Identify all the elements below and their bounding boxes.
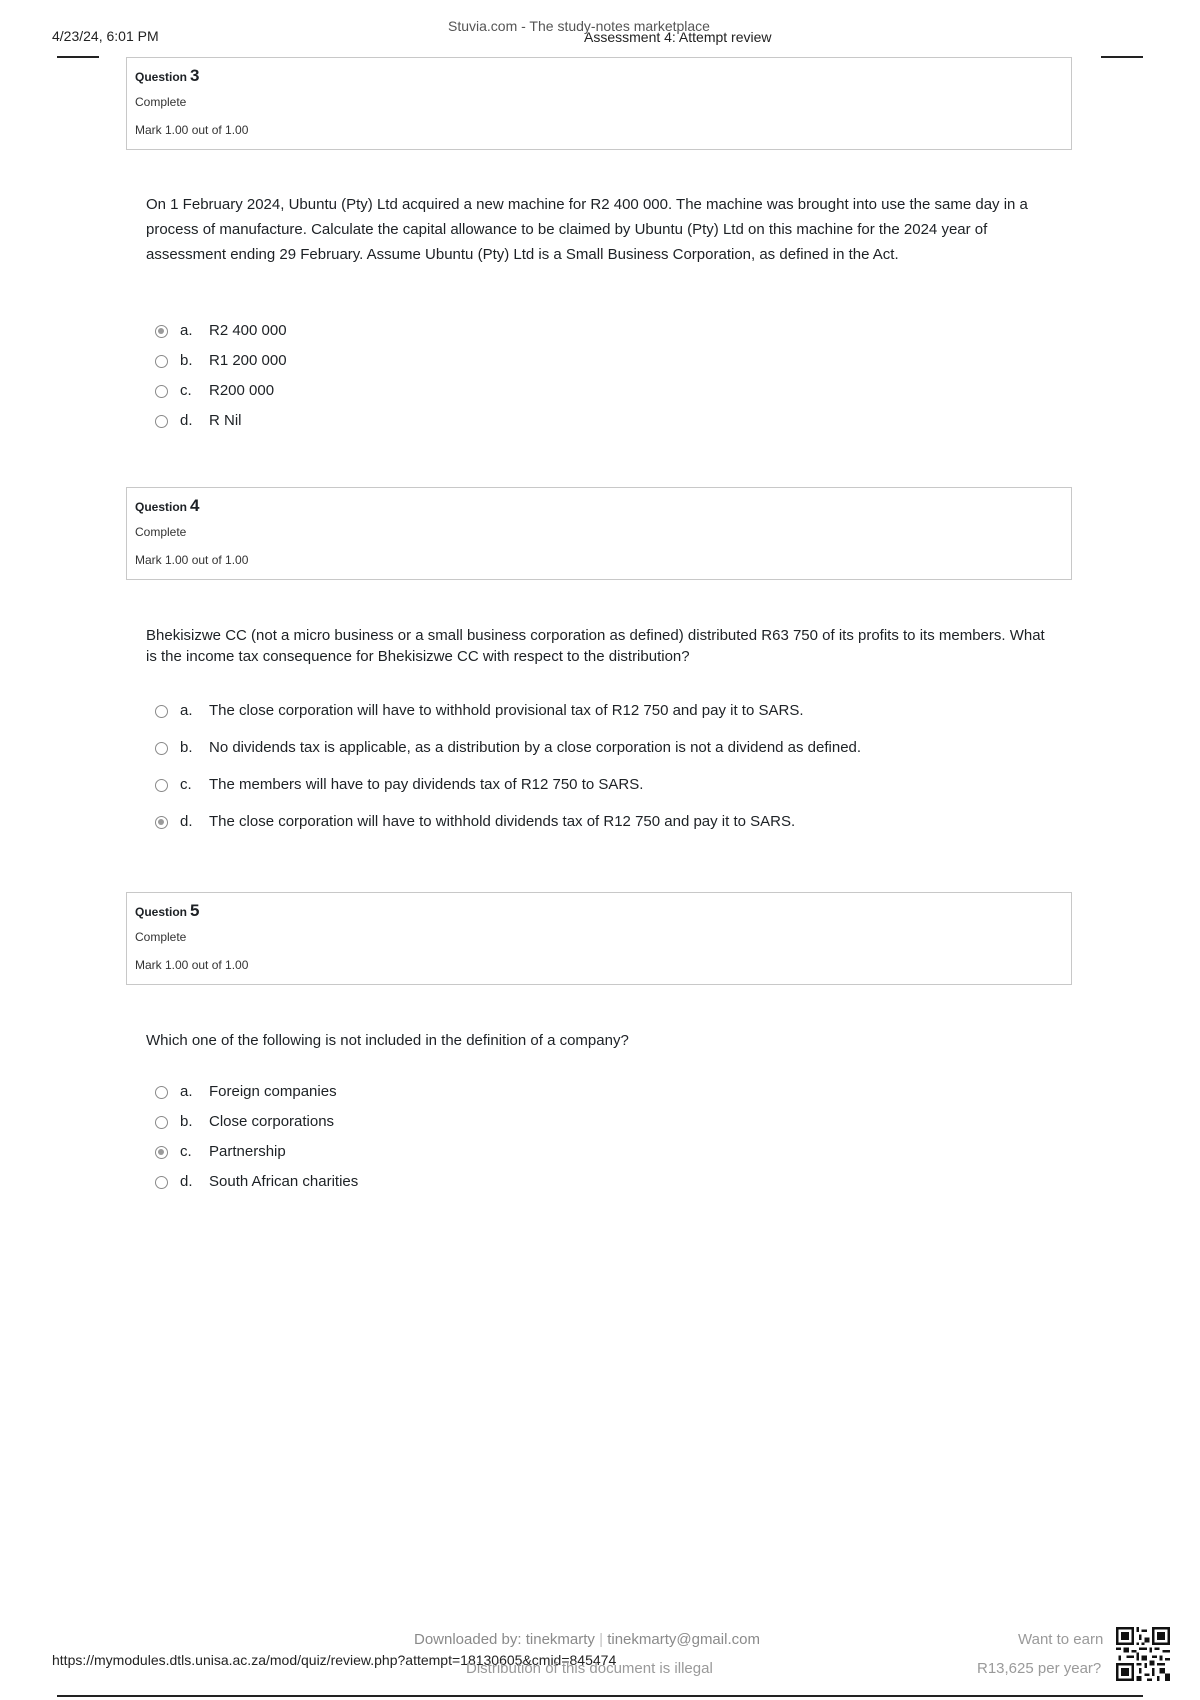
- downloader-email: tinekmarty@gmail.com: [607, 1631, 760, 1648]
- answer-text: No dividends tax is applicable, as a distribution by a close corporation is not a dividend as defined.: [209, 739, 862, 756]
- answer-letter: c.: [180, 1143, 192, 1160]
- answer-letter: d.: [180, 1173, 193, 1190]
- answer-option-a[interactable]: [155, 698, 1035, 735]
- answer-option-c[interactable]: [155, 378, 1035, 408]
- question-state: Complete: [135, 525, 187, 539]
- question-4-answers: [155, 698, 1035, 846]
- print-date: 4/23/24, 6:01 PM: [52, 28, 159, 44]
- answer-letter: a.: [180, 322, 193, 339]
- radio-button-icon[interactable]: [155, 1176, 168, 1189]
- answer-letter: c.: [180, 776, 192, 793]
- header-rule-right: [1101, 56, 1143, 58]
- answer-option-d[interactable]: [155, 408, 1035, 438]
- answer-text: R Nil: [209, 412, 242, 429]
- answer-text: Close corporations: [209, 1113, 335, 1130]
- answer-text: The members will have to pay dividends tax of R12 750 to SARS.: [209, 776, 644, 793]
- answer-option-a[interactable]: [155, 1079, 1035, 1109]
- answer-text: Partnership: [209, 1143, 286, 1160]
- question-label: Question: [135, 500, 188, 514]
- answer-text: R2 400 000: [209, 322, 287, 339]
- answer-option-b[interactable]: [155, 348, 1035, 378]
- question-4-text: Bhekisizwe CC (not a micro business or a small business corporation as defined) distributed R63 750 of its profits to its members. What is the income tax consequence for Bhekisizwe CC with respect to the distribution?: [146, 627, 1045, 665]
- radio-button-icon[interactable]: [155, 705, 168, 718]
- answer-letter: d.: [180, 412, 193, 429]
- qr-code-icon[interactable]: [1116, 1627, 1170, 1681]
- answer-letter: c.: [180, 382, 192, 399]
- question-label: Question: [135, 905, 188, 919]
- question-heading: [135, 496, 199, 516]
- radio-button-icon[interactable]: [155, 355, 168, 368]
- watermark-text: Stuvia.com - The study-notes marketplace: [448, 18, 710, 34]
- answer-option-b[interactable]: [155, 1109, 1035, 1139]
- question-state: Complete: [135, 930, 187, 944]
- answer-text: R200 000: [209, 382, 275, 399]
- answer-option-b[interactable]: [155, 735, 1035, 772]
- answer-text: The close corporation will have to withhold provisional tax of R12 750 and pay it to SARS.: [209, 702, 804, 719]
- question-5-text: Which one of the following is not included in the definition of a company?: [146, 1032, 629, 1049]
- question-number: 5: [190, 901, 200, 920]
- answer-letter: d.: [180, 813, 193, 830]
- question-grade: Mark 1.00 out of 1.00: [135, 553, 249, 567]
- question-grade: Mark 1.00 out of 1.00: [135, 123, 249, 137]
- header-rule-left: [57, 56, 99, 58]
- answer-letter: b.: [180, 352, 193, 369]
- question-state: Complete: [135, 95, 187, 109]
- answer-option-c[interactable]: [155, 1139, 1035, 1169]
- radio-button-icon[interactable]: [155, 385, 168, 398]
- radio-button-icon[interactable]: [155, 415, 168, 428]
- radio-button-icon[interactable]: [155, 816, 168, 829]
- answer-letter: b.: [180, 1113, 193, 1130]
- question-5-answers: [155, 1079, 1035, 1199]
- radio-button-icon[interactable]: [155, 325, 168, 338]
- answer-option-d[interactable]: [155, 809, 1035, 846]
- promo-line-1[interactable]: Want to earn: [1018, 1631, 1104, 1648]
- question-3-info: [126, 57, 1072, 150]
- answer-letter: a.: [180, 702, 193, 719]
- question-3-text: On 1 February 2024, Ubuntu (Pty) Ltd acquired a new machine for R2 400 000. The machine was brought into use the same day in a process of manufacture. Calculate the capital allowance to be claimed by Ubuntu (Pty) Ltd on this machine for the 2024 year of assessment ending 29 February. Assume Ubuntu (Pty) Ltd is a Small Business Corporation, as defined in the Act.: [146, 196, 1028, 263]
- radio-button-icon[interactable]: [155, 742, 168, 755]
- footer-separator: |: [599, 1631, 604, 1648]
- question-label: Question: [135, 70, 188, 84]
- question-grade: Mark 1.00 out of 1.00: [135, 958, 249, 972]
- answer-option-d[interactable]: [155, 1169, 1035, 1199]
- promo-line-2[interactable]: R13,625 per year?: [977, 1660, 1102, 1677]
- question-4-info: [126, 487, 1072, 580]
- question-number: 3: [190, 66, 200, 85]
- download-notice: [414, 1631, 760, 1648]
- question-3-answers: [155, 318, 1035, 438]
- answer-text: Foreign companies: [209, 1083, 337, 1100]
- answer-option-c[interactable]: [155, 772, 1035, 809]
- answer-option-a[interactable]: [155, 318, 1035, 348]
- radio-button-icon[interactable]: [155, 779, 168, 792]
- answer-text: R1 200 000: [209, 352, 287, 369]
- radio-button-icon[interactable]: [155, 1146, 168, 1159]
- answer-letter: a.: [180, 1083, 193, 1100]
- answer-letter: b.: [180, 739, 193, 756]
- illegal-notice: Distribution of this document is illegal: [466, 1660, 713, 1677]
- downloaded-by: Downloaded by: tinekmarty: [414, 1631, 595, 1648]
- radio-button-icon[interactable]: [155, 1116, 168, 1129]
- question-heading: [135, 901, 199, 921]
- question-heading: [135, 66, 199, 86]
- page-url[interactable]: https://mymodules.dtls.unisa.ac.za/mod/quiz/review.php?attempt=18130605&cmid=845474: [52, 1652, 617, 1668]
- page-title: Assessment 4: Attempt review: [584, 29, 772, 45]
- answer-text: South African charities: [209, 1173, 359, 1190]
- answer-text: The close corporation will have to withhold dividends tax of R12 750 and pay it to SARS.: [209, 813, 796, 830]
- radio-button-icon[interactable]: [155, 1086, 168, 1099]
- footer-rule: [57, 1695, 1143, 1697]
- question-number: 4: [190, 496, 200, 515]
- question-5-info: [126, 892, 1072, 985]
